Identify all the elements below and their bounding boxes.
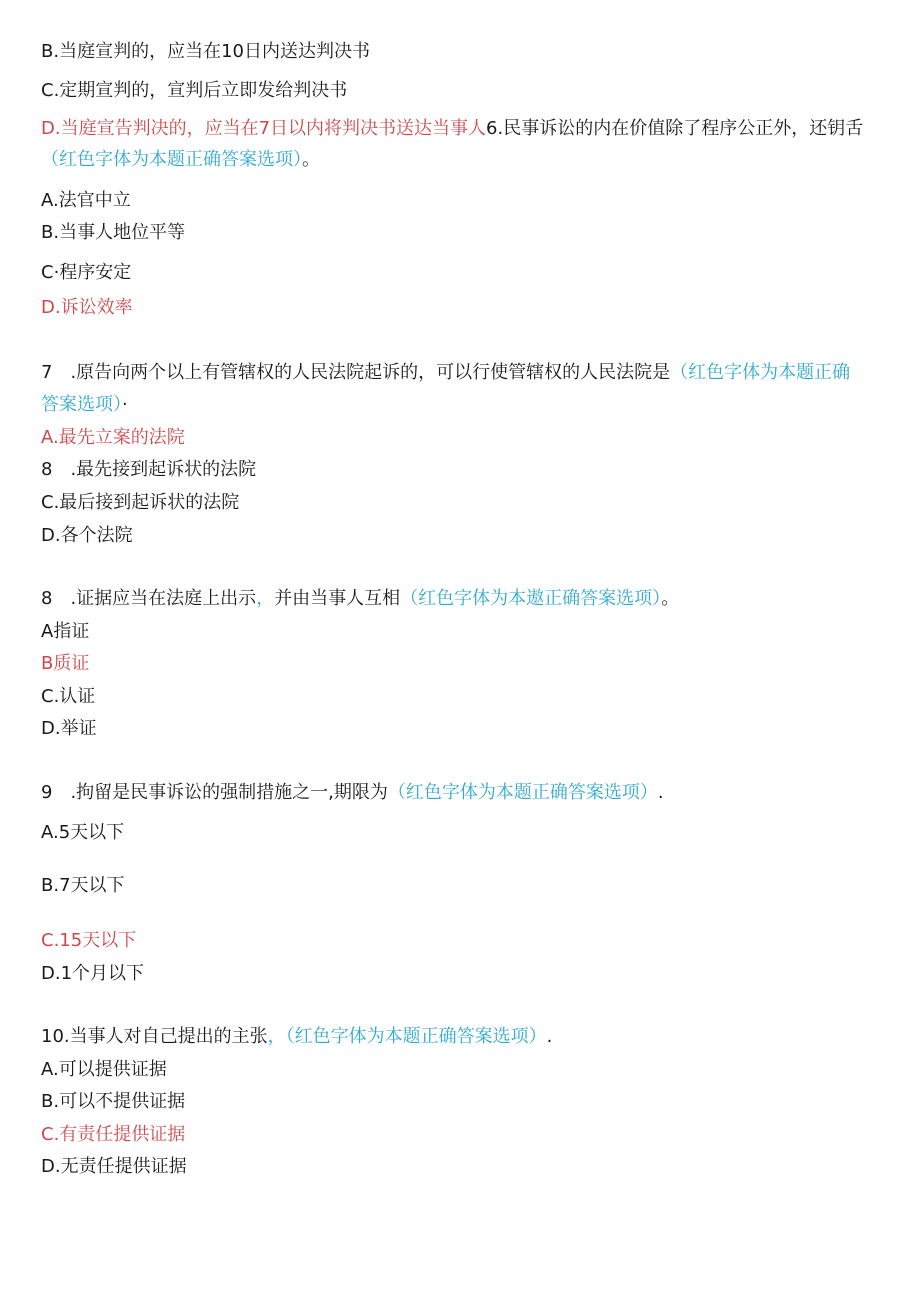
q10-option-a: A.可以提供证据 xyxy=(41,1059,167,1080)
q9-option-b: B.7天以下 xyxy=(41,875,125,896)
q5-option-c: C.定期宣判的，宣判后立即发给判决书 xyxy=(41,80,348,101)
q6-option-c: C·程序安定 xyxy=(41,262,132,283)
q10-hint: （红色字体为本题正确答案选项） xyxy=(285,1026,547,1047)
q8-stem-2: 并由当事人互相 xyxy=(274,588,401,609)
q7-stem-line xyxy=(41,361,850,385)
q9-option-c-answer: C.15天以下 xyxy=(41,930,137,951)
q6-option-b: B.当事人地位平等 xyxy=(41,222,186,243)
q9-option-d: D.1个月以下 xyxy=(41,963,145,984)
q7-hint-line xyxy=(41,393,128,417)
q8-option-b-answer: B质证 xyxy=(41,653,90,674)
q7-option-a-answer: A.最先立案的法院 xyxy=(41,427,185,448)
q6-hint-line xyxy=(41,148,320,172)
q8-stem-line xyxy=(41,587,679,611)
q8-hint: （红色字体为本遨正确答案选项） xyxy=(400,588,662,609)
q7-option-d: D.各个法院 xyxy=(41,525,133,546)
q10-option-b: B.可以不提供证据 xyxy=(41,1091,186,1112)
q10-stem-line xyxy=(41,1025,552,1049)
q6-hint: （红色字体为本题正确答案选项） xyxy=(41,149,302,170)
q9-stem-line xyxy=(41,781,664,805)
q6-end: 。 xyxy=(302,149,320,170)
q8-option-a: A指证 xyxy=(41,621,90,642)
q9-hint: （红色字体为本题正确答案选项） xyxy=(387,782,658,803)
q8-end: 。 xyxy=(661,588,680,609)
q9-option-a: A.5天以下 xyxy=(41,822,125,843)
q7-option-c: C.最后接到起诉状的法院 xyxy=(41,492,240,513)
q6-option-d-answer: D.诉讼效率 xyxy=(41,297,133,318)
q10-comma: ， xyxy=(267,1026,286,1047)
q7-hint-part1: （红色字体为本题正确 xyxy=(670,362,851,383)
q5-option-d-answer: D.当庭宣告判决的，应当在7日以内将判决书送达当事人 xyxy=(41,118,487,139)
q6-stem: 6.民事诉讼的内在价值除了程序公正外，还钥舌 xyxy=(486,118,864,139)
q8-stem: 8 .证据应当在法庭上出示 xyxy=(41,588,257,609)
q7-end: · xyxy=(122,394,128,415)
q7-stem: 7 .原告向两个以上有管辖权的人民法院起诉的，可以行使管辖权的人民法院是 xyxy=(41,362,671,383)
q6-option-a: A.法官中立 xyxy=(41,190,131,211)
q8-comma: ， xyxy=(256,588,275,609)
q10-stem: 10.当事人对自己提出的主张 xyxy=(41,1026,268,1047)
q9-stem: 9 .拘留是民事诉讼的强制措施之一,期限为 xyxy=(41,782,388,803)
q10-option-c-answer: C.有责任提供证据 xyxy=(41,1124,186,1145)
q5-option-b: B.当庭宣判的，应当在10日内送达判决书 xyxy=(41,41,370,62)
q9-end: . xyxy=(657,782,664,803)
q8-option-d: D.举证 xyxy=(41,718,97,739)
q7-option-b: 8 .最先接到起诉状的法院 xyxy=(41,459,257,480)
q10-end: . xyxy=(546,1026,553,1047)
q7-hint-part2: 答案选项） xyxy=(41,394,122,415)
q8-option-c: C.认证 xyxy=(41,686,96,707)
q5-d-q6-line xyxy=(41,117,863,141)
q10-option-d: D.无责任提供证据 xyxy=(41,1156,187,1177)
